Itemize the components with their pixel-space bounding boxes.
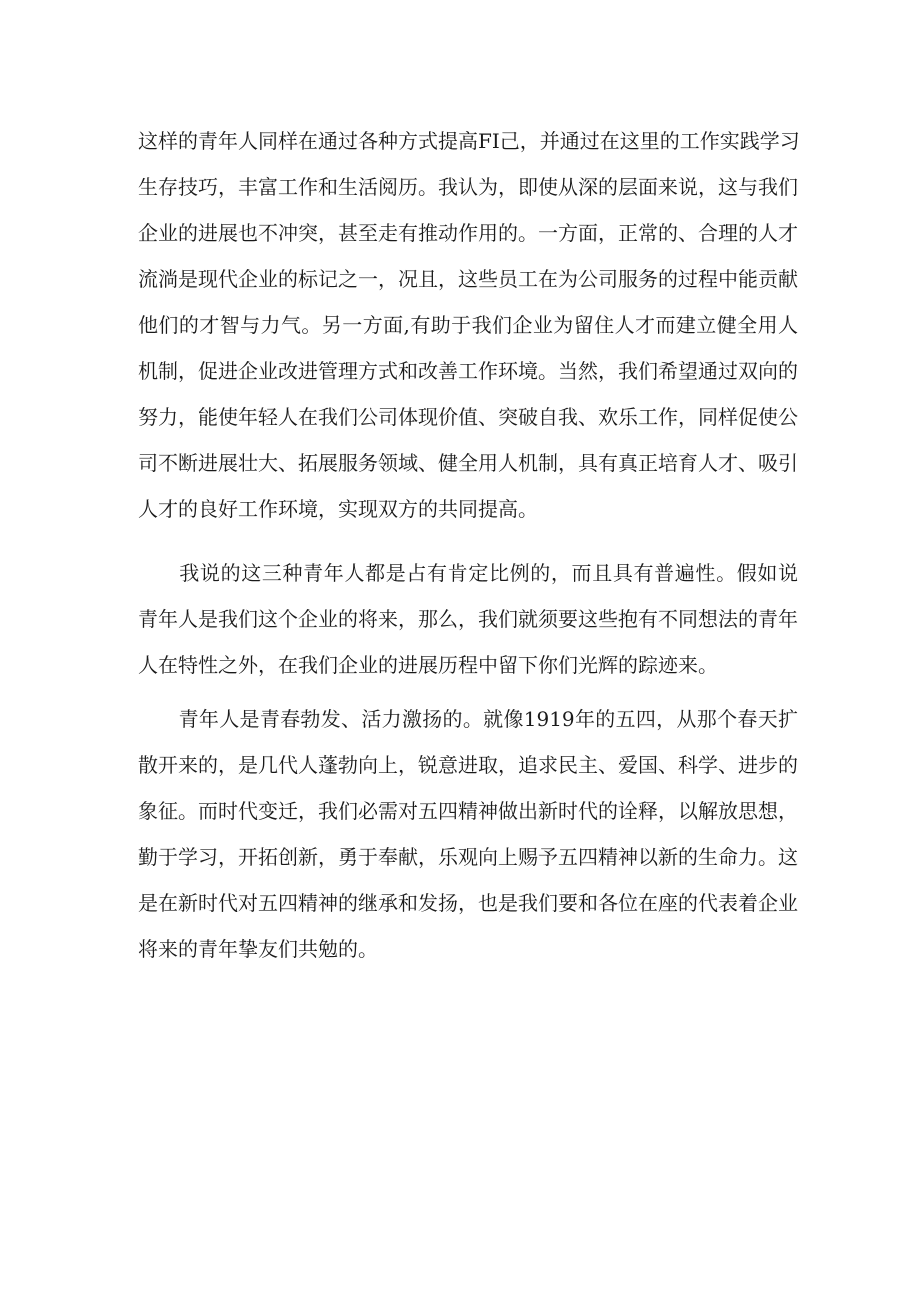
text-line: 努力，能使年轻人在我们公司体现价值、突破自我、欢乐工作，同样促使公	[138, 405, 798, 429]
text-line: 是在新时代对五四精神的继承和发扬，也是我们要和各位在座的代表着企业	[138, 891, 798, 915]
text-line: 企业的进展也不冲突，甚至走有推动作用的。一方面，正常的、合理的人才	[138, 221, 798, 245]
text-line: 人在特性之外，在我们企业的进展历程中留下你们光辉的踪迹来。	[138, 653, 718, 677]
text-line: 机制，促进企业改进管理方式和改善工作环境。当然，我们希望通过双向的	[138, 359, 798, 383]
text-line: 象征。而时代变迁，我们必需对五四精神做出新时代的诠释，以解放思想，	[138, 799, 798, 823]
text-line: 司不断进展壮大、拓展服务领域、健全用人机制，具有真正培育人才、吸引	[138, 451, 798, 475]
paragraph-3	[138, 696, 798, 972]
text-line: 散开来的，是几代人蓬勃向上，锐意进取，追求民主、爱国、科学、进步的	[138, 753, 798, 777]
text-line: 将来的青年挚友们共勉的。	[138, 937, 378, 961]
text-line: 人才的良好工作环境，实现双方的共同提高。	[138, 497, 538, 521]
text-line: 青年人是我们这个企业的将来，那么，我们就须要这些抱有不同想法的青年	[138, 607, 798, 631]
text-line: 流淌是现代企业的标记之一，况且，这些员工在为公司服务的过程中能贡献	[138, 267, 798, 291]
text-line: 勤于学习，开拓创新，勇于奉献，乐观向上赐予五四精神以新的生命力。这	[138, 845, 798, 869]
text-line: 这样的青年人同样在通过各种方式提高FI己，并通过在这里的工作实践学习	[138, 129, 800, 153]
text-line: 他们的才智与力气。另一方面,有助于我们企业为留住人才而建立健全用人	[138, 313, 798, 337]
paragraph-1	[138, 118, 798, 532]
text-line: 生存技巧，丰富工作和生活阅历。我认为，即使从深的层面来说，这与我们	[138, 175, 798, 199]
paragraph-2	[138, 550, 798, 688]
text-line: 青年人是青春勃发、活力激扬的。就像1919年的五四，从那个春天扩	[138, 707, 798, 731]
text-line: 我说的这三种青年人都是占有肯定比例的，而且具有普遍性。假如说	[138, 561, 798, 585]
